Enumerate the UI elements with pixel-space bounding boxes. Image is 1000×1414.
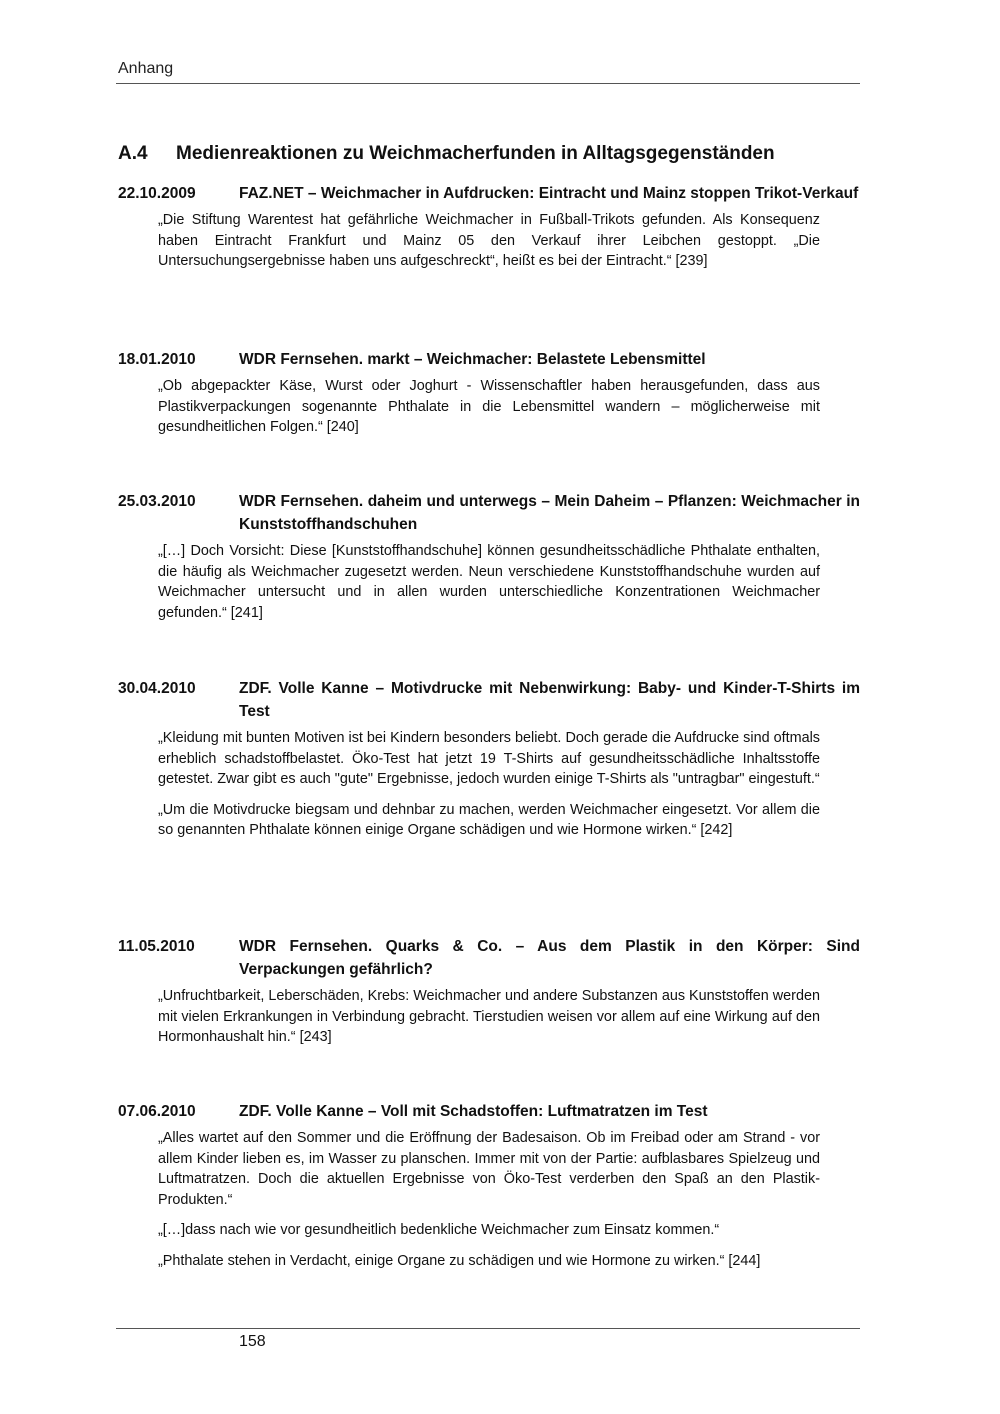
entry-quote: „Die Stiftung Warentest hat gefährliche Weichmacher in Fußball-Trikots gefunden. Als Konsequenz haben Eintracht Frankfurt und Mainz 05 den Verkauf ihrer Leibchen gestoppt. „Die Untersuchungsergebnisse haben uns aufgeschreckt“, heißt es bei der Eintracht.“ [239] [158, 212, 820, 269]
entry-quote: „Phthalate stehen in Verdacht, einige Organe zu schädigen und wie Hormone zu wirken.“ [244] [158, 1252, 761, 1269]
entry-heading [118, 677, 860, 723]
media-entry [118, 348, 860, 438]
entry-title: WDR Fernsehen. markt – Weichmacher: Belastete Lebensmittel [239, 351, 706, 368]
entry-quote: „Unfruchtbarkeit, Leberschäden, Krebs: Weichmacher und andere Substanzen aus Kunststoffen werden mit vielen Erkrankungen in Verbindung gebracht. Tierstudien weisen vor allem auf eine Wirkung auf den Hormonhaushalt hin.“ [243] [158, 988, 820, 1045]
page-number: 158 [239, 1333, 266, 1350]
entry-title: ZDF. Volle Kanne – Motivdrucke mit Nebenwirkung: Baby- und Kinder-T-Shirts im Test [239, 680, 860, 720]
footer-rule [116, 1328, 860, 1329]
entry-title: FAZ.NET – Weichmacher in Aufdrucken: Eintracht und Mainz stoppen Trikot-Verkauf [239, 185, 859, 202]
entry-quote: „Um die Motivdrucke biegsam und dehnbar zu machen, werden Weichmacher eingesetzt. Vor allem die so genannten Phthalate können einige Organe schädigen und wie Hormone wirken.“ [242] [158, 801, 820, 838]
entry-title: WDR Fernsehen. Quarks & Co. – Aus dem Plastik in den Körper: Sind Verpackungen gefährlich? [239, 938, 860, 978]
section-heading [118, 143, 860, 165]
entry-heading [118, 490, 860, 536]
entry-quote: „Ob abgepackter Käse, Wurst oder Joghurt - Wissenschaftler haben herausgefunden, dass aus Plastikverpackungen sogenannte Phthalate in die Lebensmittel wandern – möglicherweise mit gesundheitlichen Folgen.“ [240] [158, 378, 820, 435]
section-title: Medienreaktionen zu Weichmacherfunden in Alltagsgegenständen [176, 143, 775, 164]
entry-date: 11.05.2010 [118, 938, 195, 955]
media-entry [118, 490, 860, 623]
entry-date: 22.10.2009 [118, 185, 196, 202]
entry-date: 25.03.2010 [118, 493, 196, 510]
media-entry [118, 677, 860, 841]
entry-heading [118, 1100, 860, 1123]
entry-date: 18.01.2010 [118, 351, 196, 368]
entry-heading [118, 182, 860, 205]
entry-quote: „Alles wartet auf den Sommer und die Eröffnung der Badesaison. Ob im Freibad oder am Strand - vor allem Kinder lieben es, im Wasser zu planschen. Immer mit von der Partie: aufblasbares Spielzeug und Luftmatratzen. Doch die aktuellen Ergebnisse von Öko-Test verderben den Spaß an den Plastik-Produkten.“ [158, 1130, 820, 1208]
entry-title: ZDF. Volle Kanne – Voll mit Schadstoffen: Luftmatratzen im Test [239, 1103, 708, 1120]
entry-quote: „[…]dass nach wie vor gesundheitlich bedenkliche Weichmacher zum Einsatz kommen.“ [158, 1222, 720, 1238]
entry-heading [118, 935, 860, 981]
entry-quote: „[…] Doch Vorsicht: Diese [Kunststoffhandschuhe] können gesundheitsschädliche Phthalate enthalten, die häufig als Weichmacher zugesetzt werden. Neun verschiedene Kunststoffhandschuhe wurden auf Weichmacher untersucht und in allen wurden unterschiedliche Konzentrationen Weichmacher gefunden.“ [241] [158, 543, 820, 621]
entry-heading [118, 348, 860, 371]
entry-date: 07.06.2010 [118, 1103, 196, 1120]
header-rule [116, 83, 860, 84]
entry-title: WDR Fernsehen. daheim und unterwegs – Mein Daheim – Pflanzen: Weichmacher in Kunststoffhandschuhen [239, 493, 860, 533]
media-entry [118, 935, 860, 1048]
entry-quote: „Kleidung mit bunten Motiven ist bei Kindern besonders beliebt. Doch gerade die Aufdrucke sind oftmals erheblich schadstoffbelastet. Öko-Test hat jetzt 19 T-Shirts auf gesundheitsschädliche Inhaltsstoffe getestet. Zwar gibt es auch "gute" Ergebnisse, jedoch wurden einige T-Shirts als "untragbar" eingestuft.“ [158, 730, 820, 787]
section-number: A.4 [118, 143, 148, 164]
entry-date: 30.04.2010 [118, 680, 196, 697]
running-header: Anhang [118, 60, 174, 77]
media-entry [118, 1100, 860, 1271]
media-entry [118, 182, 860, 272]
